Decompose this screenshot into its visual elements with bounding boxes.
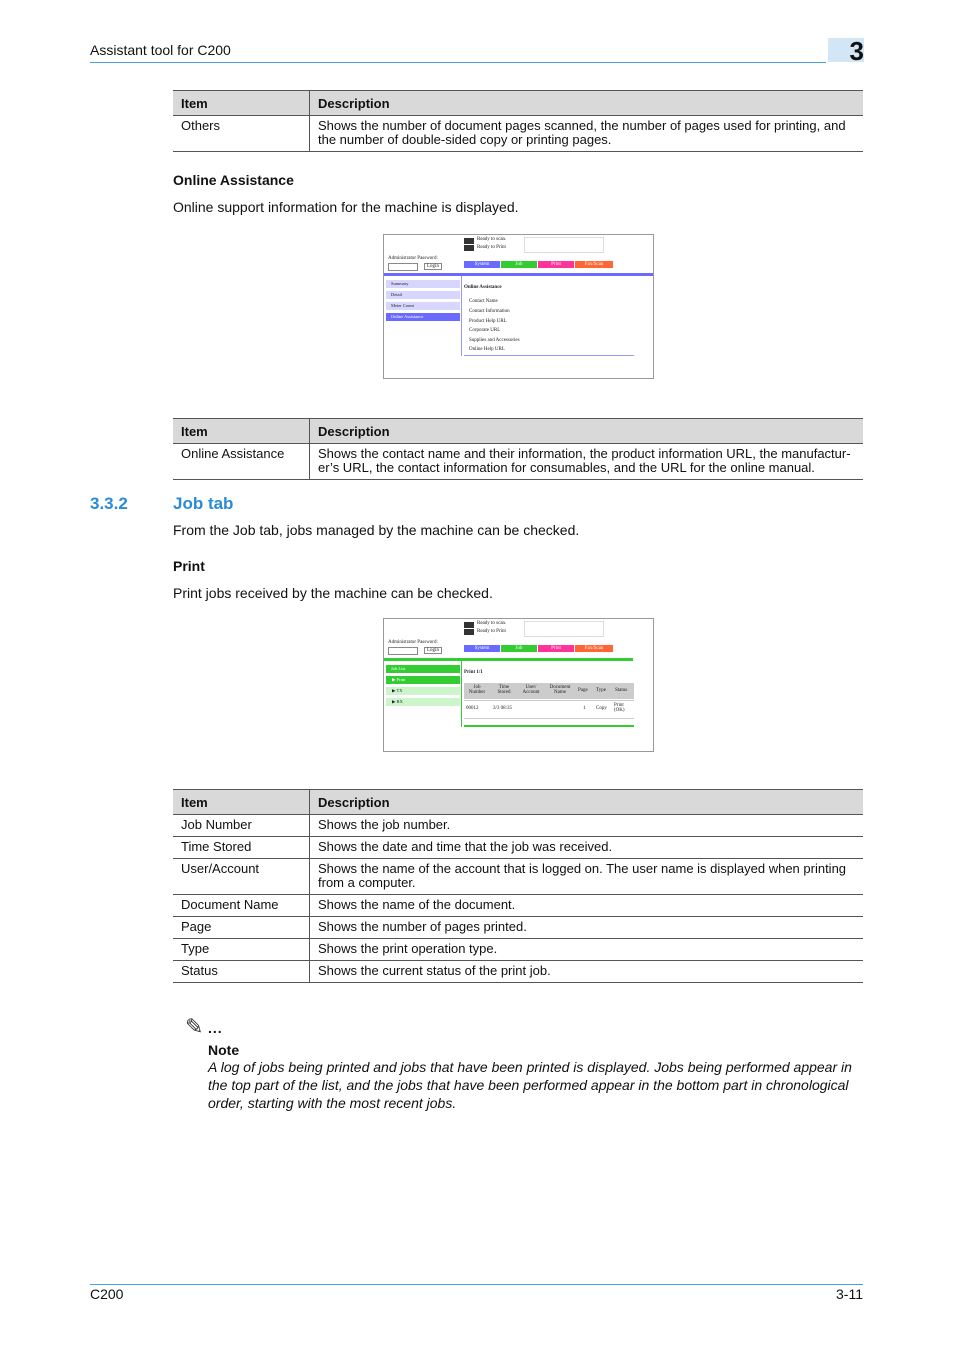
cell-page: 1 bbox=[583, 706, 586, 711]
table-cell-item: Type bbox=[173, 939, 310, 961]
tab-system[interactable]: System bbox=[464, 645, 500, 652]
table-row bbox=[173, 837, 863, 859]
table-cell-item: Time Stored bbox=[173, 837, 310, 859]
online-assistance-intro: Online support information for the machine is displayed. bbox=[173, 199, 519, 215]
panel-bottom-rule bbox=[464, 725, 634, 727]
menu-detail[interactable]: Detail bbox=[386, 291, 460, 299]
note-dots: ... bbox=[208, 1020, 223, 1036]
field-online-help-url: Online Help URL bbox=[469, 347, 505, 352]
menu-online-assistance[interactable]: Online Assistance bbox=[386, 313, 460, 321]
column-header-description: Description bbox=[310, 91, 864, 116]
panel-bottom-rule bbox=[464, 355, 634, 356]
table-cell-item: Job Number bbox=[173, 815, 310, 837]
footer-rule bbox=[90, 1284, 863, 1285]
login-button[interactable]: Login bbox=[424, 263, 442, 270]
menu-meter-count[interactable]: Meter Count bbox=[386, 302, 460, 310]
col-time-stored: Time Stored bbox=[497, 685, 511, 695]
table-cell-item: Status bbox=[173, 961, 310, 983]
table-row bbox=[173, 444, 863, 480]
field-supplies-accessories: Supplies and Accessories bbox=[469, 338, 520, 343]
table-row bbox=[173, 961, 863, 983]
panel-title: Print 1/1 bbox=[464, 670, 483, 675]
job-table-row bbox=[464, 700, 634, 719]
field-corporate-url: Corporate URL bbox=[469, 328, 501, 333]
table-row bbox=[173, 895, 863, 917]
scanner-icon bbox=[464, 622, 474, 628]
table-cell-item: Others bbox=[173, 116, 310, 152]
table-cell-description: Shows the current status of the print job. bbox=[310, 961, 864, 983]
running-header-title: Assistant tool for C200 bbox=[90, 42, 231, 58]
table-cell-description: Shows the contact name and their information, the product information URL, the manufactur-er’s URL, the contact information for consumables, and the URL for the online manual. bbox=[310, 444, 864, 480]
table-cell-description: Shows the print operation type. bbox=[310, 939, 864, 961]
menu-tx[interactable]: ▶ TX bbox=[386, 687, 460, 695]
print-status: Ready to Print bbox=[477, 629, 506, 634]
table-row bbox=[173, 917, 863, 939]
table-cell-description: Shows the name of the account that is logged on. The user name is displayed when printing from a computer. bbox=[310, 859, 864, 895]
job-tab-bar bbox=[384, 658, 633, 661]
online-assistance-table bbox=[173, 418, 863, 480]
admin-password-input[interactable] bbox=[388, 263, 418, 271]
col-user-account: User/ Account bbox=[522, 685, 540, 695]
print-job-table bbox=[173, 789, 863, 983]
print-heading: Print bbox=[173, 558, 205, 574]
chapter-number: 3 bbox=[849, 36, 864, 66]
scan-status: Ready to scan. bbox=[477, 621, 507, 626]
cell-status: Print (OK) bbox=[614, 703, 625, 713]
note-label: Note bbox=[208, 1042, 240, 1058]
col-document-name: Document Name bbox=[549, 685, 571, 695]
footer-product: C200 bbox=[90, 1286, 124, 1302]
menu-divider bbox=[461, 661, 462, 727]
column-header-item: Item bbox=[173, 91, 310, 116]
table-cell-description: Shows the name of the document. bbox=[310, 895, 864, 917]
tab-print[interactable]: Print bbox=[538, 645, 574, 652]
cell-time-stored: 3/3 08:35 bbox=[493, 706, 513, 711]
field-product-help-url: Product Help URL bbox=[469, 319, 507, 324]
table-cell-item: Document Name bbox=[173, 895, 310, 917]
printer-icon bbox=[464, 629, 474, 635]
table-cell-description: Shows the job number. bbox=[310, 815, 864, 837]
table-cell-item: Online Assistance bbox=[173, 444, 310, 480]
cell-type: Copy bbox=[596, 706, 607, 711]
tab-job[interactable]: Job bbox=[501, 645, 537, 652]
tab-print[interactable]: Print bbox=[538, 261, 574, 268]
table-header-row bbox=[173, 91, 863, 116]
table-header-row bbox=[173, 419, 863, 444]
section-number: 3.3.2 bbox=[90, 494, 128, 513]
col-job-number: Job Number bbox=[468, 685, 486, 695]
table-cell-description: Shows the number of document pages scanned, the number of pages used for printing, and the number of double-sided copy or printing pages. bbox=[310, 116, 864, 152]
tab-fax-scan[interactable]: Fax/Scan bbox=[575, 645, 613, 652]
note-text: A log of jobs being printed and jobs that have been printed is displayed. Jobs being performed appear in the top part of the list, and the jobs that have been performed appear in the bottom part in chronological order, starting with the most recent jobs. bbox=[208, 1059, 852, 1111]
printer-icon bbox=[464, 245, 474, 251]
others-table bbox=[173, 90, 863, 152]
menu-job-list[interactable]: Job List bbox=[386, 665, 460, 673]
table-header-row bbox=[173, 790, 863, 815]
admin-password-label: Administrator Password: bbox=[388, 256, 438, 261]
col-type: Type bbox=[596, 688, 606, 693]
tab-fax-scan[interactable]: Fax/Scan bbox=[575, 261, 613, 268]
section-intro: From the Job tab, jobs managed by the machine can be checked. bbox=[173, 522, 580, 538]
field-contact-information: Contact Information bbox=[469, 309, 510, 314]
header-rule bbox=[90, 62, 826, 63]
col-status: Status bbox=[615, 688, 628, 693]
field-contact-name: Contact Name bbox=[469, 299, 498, 304]
online-assistance-screenshot bbox=[383, 234, 654, 379]
print-status: Ready to Print bbox=[477, 245, 506, 250]
column-header-description: Description bbox=[310, 419, 864, 444]
section-title: Job tab bbox=[173, 494, 234, 513]
panel-title: Online Assistance bbox=[464, 285, 502, 290]
table-cell-description: Shows the number of pages printed. bbox=[310, 917, 864, 939]
table-cell-description: Shows the date and time that the job was received. bbox=[310, 837, 864, 859]
admin-password-input[interactable] bbox=[388, 647, 418, 655]
menu-print[interactable]: ▶ Print bbox=[386, 676, 460, 684]
tab-job[interactable]: Job bbox=[501, 261, 537, 268]
menu-divider bbox=[461, 276, 462, 356]
table-cell-item: User/Account bbox=[173, 859, 310, 895]
login-button[interactable]: Login bbox=[424, 647, 442, 654]
admin-password-label: Administrator Password: bbox=[388, 640, 438, 645]
online-assistance-heading: Online Assistance bbox=[173, 172, 294, 188]
column-header-item: Item bbox=[173, 419, 310, 444]
status-box bbox=[524, 621, 604, 637]
table-row bbox=[173, 116, 863, 152]
system-tab-bar bbox=[384, 273, 653, 276]
pencil-note-icon: ✎ bbox=[185, 1014, 204, 1039]
table-row bbox=[173, 859, 863, 895]
col-page: Page bbox=[578, 688, 588, 693]
column-header-description: Description bbox=[310, 790, 864, 815]
status-box bbox=[524, 237, 604, 253]
scanner-icon bbox=[464, 238, 474, 244]
tab-system[interactable]: System bbox=[464, 261, 500, 268]
cell-job-number: 00012 bbox=[466, 706, 479, 711]
menu-summary[interactable]: Summary bbox=[386, 280, 460, 288]
table-cell-item: Page bbox=[173, 917, 310, 939]
table-row bbox=[173, 939, 863, 961]
job-print-screenshot bbox=[383, 618, 654, 752]
table-row bbox=[173, 815, 863, 837]
menu-rx[interactable]: ▶ RX bbox=[386, 698, 460, 706]
print-intro: Print jobs received by the machine can be checked. bbox=[173, 585, 493, 601]
footer-page-number: 3-11 bbox=[836, 1286, 863, 1302]
scan-status: Ready to scan. bbox=[477, 237, 507, 242]
column-header-item: Item bbox=[173, 790, 310, 815]
